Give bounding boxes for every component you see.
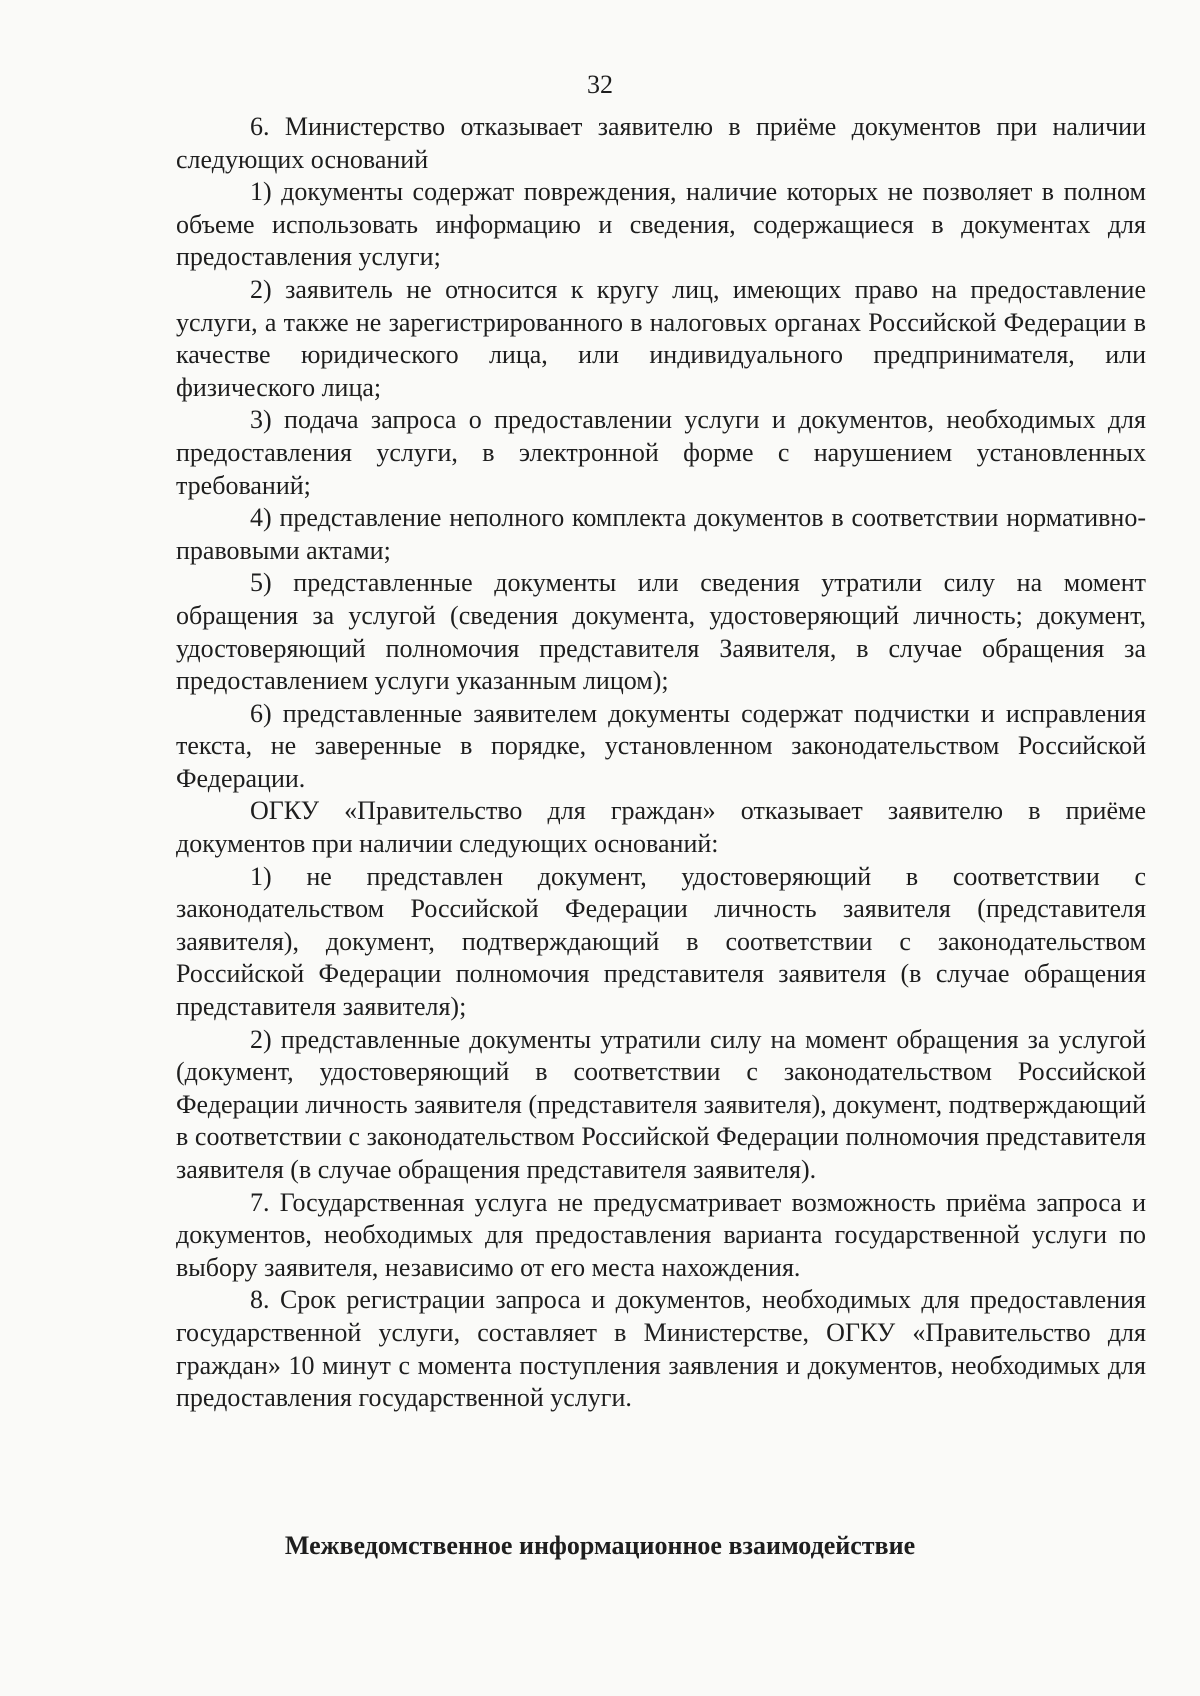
paragraph-ogku-intro: ОГКУ «Правительство для граждан» отказывает заявителю в приёме документов при наличии следующих оснований: (176, 796, 1146, 859)
paragraph-ministry-ground-6: 6) представленные заявителем документы содержат подчистки и исправления текста, не заверенные в порядке, установленном законодательством Российской Федерации. (176, 698, 1146, 793)
paragraph-ministry-ground-3: 3) подача запроса о предоставлении услуги и документов, необходимых для предоставления услуги, в электронной форме с нарушением установленных требований; (176, 405, 1146, 500)
paragraph-ogku-ground-1: 1) не представлен документ, удостоверяющий в соответствии с законодательством Российской Федерации личность заявителя (представителя заявителя), документ, подтверждающий в соответствии с законодательством Российской Федерации полномочия представителя заявителя (в случае обращения представителя заявителя); (176, 861, 1146, 1022)
paragraph-item-7: 7. Государственная услуга не предусматривает возможность приёма запроса и документов, необходимых для предоставления варианта государственной услуги по выбору заявителя, независимо от его места нахождения. (176, 1187, 1146, 1282)
page-number: 32 (587, 70, 613, 99)
paragraph-refusal-ministry-intro: 6. Министерство отказывает заявителю в приёме документов при наличии следующих оснований (176, 112, 1146, 174)
paragraph-ministry-ground-1: 1) документы содержат повреждения, наличие которых не позволяет в полном объеме использовать информацию и сведения, содержащиеся в документах для предоставления услуги; (176, 177, 1146, 272)
paragraph-ogku-ground-2: 2) представленные документы утратили силу на момент обращения за услугой (документ, удостоверяющий в соответствии с законодательством Российской Федерации личность заявителя (представителя заявителя), документ, подтверждающий в соответствии с законодательством Российской Федерации полномочия представителя заявителя (в случае обращения представителя заявителя). (176, 1024, 1146, 1184)
document-body (176, 111, 1146, 1415)
paragraph-ministry-ground-2: 2) заявитель не относится к кругу лиц, имеющих право на предоставление услуги, а также не зарегистрированного в налоговых органах Российской Федерации в качестве юридического лица, или индивидуального предпринимателя, или физического лица; (176, 274, 1146, 402)
section-heading: Межведомственное информационное взаимодействие (284, 1531, 916, 1560)
paragraph-item-8: 8. Срок регистрации запроса и документов, необходимых для предоставления государственной услуги, составляет в Министерстве, ОГКУ «Правительство для граждан» 10 минут с момента поступления заявления и документов, необходимых для предоставления государственной услуги. (176, 1285, 1146, 1413)
paragraph-ministry-ground-4: 4) представление неполного комплекта документов в соответствии нормативно-правовыми актами; (176, 503, 1146, 565)
paragraph-ministry-ground-5: 5) представленные документы или сведения утратили силу на момент обращения за услугой (сведения документа, удостоверяющий личность; документ, удостоверяющий полномочия представителя Заявителя, в случае обращения за предоставлением услуги указанным лицом); (176, 568, 1146, 696)
